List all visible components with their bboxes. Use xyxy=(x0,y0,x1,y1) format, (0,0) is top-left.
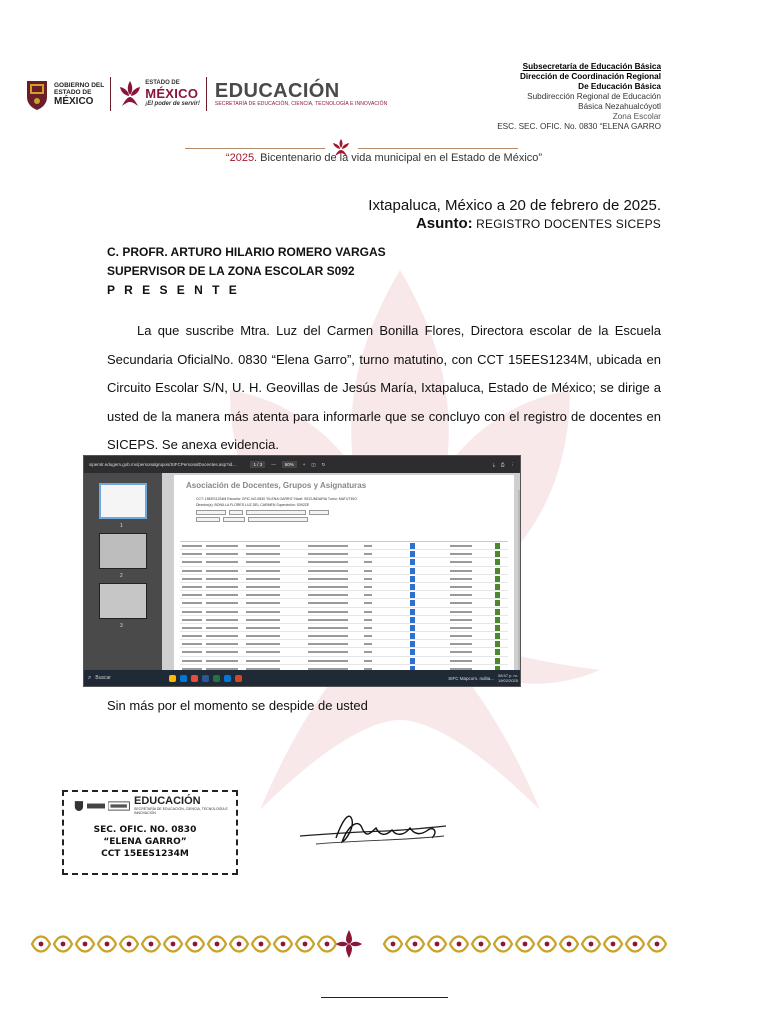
edit-icon xyxy=(410,559,415,565)
edit-icon xyxy=(410,649,415,655)
zoom-level: 60% xyxy=(282,461,297,468)
pdf-viewer-toolbar xyxy=(84,456,520,473)
document-page-title: Asociación de Docentes, Grupos y Asignaturas xyxy=(186,481,367,490)
more-icon: ⋮ xyxy=(510,461,516,467)
document-filters xyxy=(196,510,508,515)
assign-icon xyxy=(495,543,500,549)
edit-icon xyxy=(410,584,415,590)
table-row xyxy=(180,550,508,558)
assign-icon xyxy=(495,658,500,664)
edit-icon xyxy=(410,592,415,598)
decorative-border xyxy=(28,928,670,960)
download-icon: ⤓ xyxy=(492,462,495,467)
place-date: Ixtapaluca, México a 20 de febrero de 2025. xyxy=(368,197,661,214)
assign-icon xyxy=(495,592,500,598)
table-row xyxy=(180,657,508,665)
table-header xyxy=(180,532,508,542)
taskbar-search: Buscar xyxy=(95,675,111,681)
assign-icon xyxy=(495,641,500,647)
outlook-icon xyxy=(224,675,231,682)
subject-line: Asunto: REGISTRO DOCENTES SICEPS xyxy=(415,215,661,232)
thumbnail-number: 3 xyxy=(120,623,123,629)
footer-rule xyxy=(321,997,448,998)
stamp-text: SEC. OFIC. NO. 0830 “ELENA GARRO” CCT 15EES1234M xyxy=(93,825,197,859)
edit-icon xyxy=(410,658,415,664)
excel-icon xyxy=(213,675,220,682)
rotate-icon: ↻ xyxy=(321,461,326,467)
header-logos xyxy=(24,74,387,114)
edge-icon xyxy=(180,675,187,682)
table-row xyxy=(180,640,508,648)
table-row xyxy=(180,632,508,640)
addressee-name: C. PROFR. ARTURO HILARIO ROMERO VARGAS xyxy=(107,245,386,259)
powerpoint-icon xyxy=(235,675,242,682)
zoom-in-icon: + xyxy=(302,462,306,467)
assign-icon xyxy=(495,559,500,565)
thumbnail-page-1 xyxy=(99,483,147,519)
handwritten-signature xyxy=(296,806,451,856)
addressee-block xyxy=(107,243,386,300)
table-row xyxy=(180,575,508,583)
assign-icon xyxy=(495,584,500,590)
edit-icon xyxy=(410,625,415,631)
divider xyxy=(110,77,111,111)
state-coat-of-arms-icon xyxy=(24,77,50,111)
school-stamp xyxy=(62,790,238,875)
assign-icon xyxy=(495,633,500,639)
table-row xyxy=(180,599,508,607)
edomex-logo: ESTADO DE MÉXICO ¡El poder de servir! xyxy=(117,79,200,109)
thumbnail-number: 2 xyxy=(120,573,123,579)
table-row xyxy=(180,583,508,591)
viewer-url: sipemtr.edugem.gob.mx/personalgrupos/SIFCPersonalDocentes.asp?id... xyxy=(89,462,236,467)
edit-icon xyxy=(410,551,415,557)
header-institution-block: Subsecretaría de Educación Básica Dirección de Coordinación Regional De Educación Básica Subdirección Regional de Educación Básica Nezahualcóyotl Zona Escolar ESC. SEC. OFIC. No. 0830 “ELENA GARRO xyxy=(497,62,661,131)
windows-taskbar xyxy=(84,670,521,686)
divider xyxy=(206,77,207,111)
education-logo: EDUCACIÓN SECRETARÍA DE EDUCACIÓN, CIENCIA, TECNOLOGÍA E INNOVACIÓN xyxy=(214,80,388,107)
word-icon xyxy=(202,675,209,682)
table-row xyxy=(180,624,508,632)
stamp-subtitle: SECRETARÍA DE EDUCACIÓN, CIENCIA, TECNOLOGÍA E INNOVACIÓN xyxy=(134,807,228,815)
table-row xyxy=(180,608,508,616)
stamp-crest-icon xyxy=(74,799,84,813)
edomex-flower-icon xyxy=(117,79,143,109)
thumbnail-page-2 xyxy=(99,533,147,569)
fit-page-icon: ◫ xyxy=(311,461,316,467)
zoom-out-icon: — xyxy=(271,462,276,467)
thumbnail-page-3 xyxy=(99,583,147,619)
motto-rule-left xyxy=(185,148,325,149)
assign-icon xyxy=(495,625,500,631)
thumbnail-number: 1 xyxy=(120,523,123,529)
thumbnail-sidebar xyxy=(84,473,162,672)
table-row xyxy=(180,591,508,599)
table-row xyxy=(180,558,508,566)
chrome-icon xyxy=(191,675,198,682)
assign-icon xyxy=(495,609,500,615)
document-table xyxy=(180,542,508,673)
document-page xyxy=(174,475,514,672)
document-meta: CCT: 15EES1234M Escuela: OFIC.NO.0830 “ELENA GARRO” Nivel: SECUNDARIA Turno: MATUTINO Director(a): BONILLA FLORES LUZ DEL CARMEN Supervisión: S092ZE xyxy=(196,497,357,507)
stamp-logos xyxy=(74,796,230,815)
table-row xyxy=(180,542,508,550)
edit-icon xyxy=(410,576,415,582)
stamp-title: EDUCACIÓN xyxy=(134,795,201,807)
assign-icon xyxy=(495,551,500,557)
presente-label: P R E S E N T E xyxy=(107,283,240,297)
search-icon: ⌕ xyxy=(88,674,92,681)
assign-icon xyxy=(495,600,500,606)
stamp-gem-icon xyxy=(87,800,105,812)
scrollbar xyxy=(518,490,521,687)
edit-icon xyxy=(410,600,415,606)
closing-line: Sin más por el momento se despide de usted xyxy=(107,698,368,713)
letter-body: La que suscribe Mtra. Luz del Carmen Bonilla Flores, Directora escolar de la Escuela Secundaria OficialNo. 0830 “Elena Garro”, turno matutino, con CCT 15EES1234M, ubicada en Circuito Escolar S/N, U. H. Geovillas de Jesús María, Ixtapaluca, Estado de México; se dirige a usted de la manera más atenta para informarle que se concluyo con el registro de docentes en SICEPS. Se anexa evidencia. xyxy=(107,323,661,452)
evidence-screenshot xyxy=(83,455,521,687)
edit-icon xyxy=(410,543,415,549)
addressee-title: SUPERVISOR DE LA ZONA ESCOLAR S092 xyxy=(107,264,355,278)
edit-icon xyxy=(410,617,415,623)
taskbar-app: SIFC Mapcom. nulita... xyxy=(448,675,494,681)
table-row xyxy=(180,648,508,656)
edit-icon xyxy=(410,641,415,647)
assign-icon xyxy=(495,617,500,623)
motto-rule-right xyxy=(358,148,518,149)
assign-icon xyxy=(495,568,500,574)
edit-icon xyxy=(410,609,415,615)
table-row xyxy=(180,567,508,575)
print-icon: ⎙ xyxy=(500,462,505,467)
official-motto: “2025. Bicentenario de la vida municipal en el Estado de México” xyxy=(225,152,543,164)
page-indicator: 1 / 3 xyxy=(250,461,265,468)
file-explorer-icon xyxy=(169,675,176,682)
taskbar-clock: 08:57 p. m. 19/02/2025 xyxy=(497,673,518,683)
edit-icon xyxy=(410,633,415,639)
document-search-fields xyxy=(196,517,508,522)
stamp-edomex-icon xyxy=(108,799,131,813)
document-view xyxy=(162,473,521,672)
table-row xyxy=(180,616,508,624)
assign-icon xyxy=(495,649,500,655)
edit-icon xyxy=(410,568,415,574)
gem-label: GOBIERNO DEL ESTADO DE MÉXICO xyxy=(54,81,105,107)
assign-icon xyxy=(495,576,500,582)
